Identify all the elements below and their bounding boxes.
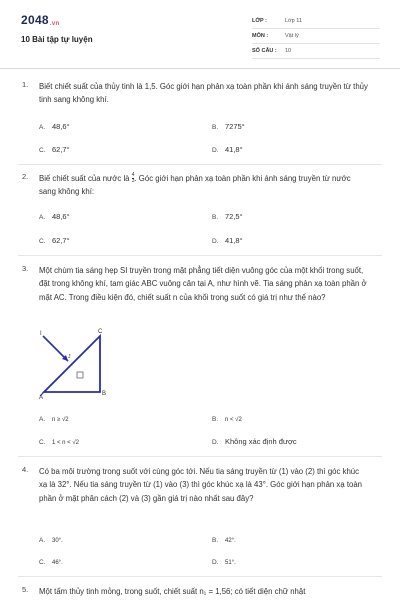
label-b: B	[102, 391, 107, 397]
question-text: Biế chiết suất của nước là $\frac{4}{3}$ . Góc giới hạn phản xạ toàn phần khi ánh sáng truyền từ nước sang không khí:	[39, 172, 351, 197]
option-d[interactable]: D. 51°.	[212, 559, 236, 566]
site-logo[interactable]: 2048.vn	[21, 13, 60, 27]
label-a: A	[39, 395, 44, 401]
label-j: J	[68, 354, 71, 360]
option-a[interactable]: A. 48,6°	[39, 212, 70, 221]
label-i: I	[40, 331, 42, 337]
meta-subject: MÔN : Vật lý	[252, 29, 380, 44]
right-angle-box	[77, 372, 83, 378]
page-header	[0, 0, 400, 62]
option-a[interactable]: A. n ≥ √2	[39, 416, 69, 423]
header-divider	[0, 68, 400, 69]
option-c[interactable]: C. 1 < n < √2	[39, 439, 79, 446]
question-separator	[18, 456, 382, 457]
document-title: 10 Bài tập tự luyện	[21, 35, 93, 44]
question-text: Một tấm thủy tinh mỏng, trong suốt, chiết suất n₁ = 1,56; có tiết diện chữ nhật	[39, 587, 306, 596]
fraction: $\frac{4}{3}$	[131, 172, 135, 185]
option-c[interactable]: C. 62,7°	[39, 145, 70, 154]
option-d[interactable]: D. 41,8°	[212, 236, 243, 245]
label-c: C	[98, 329, 103, 335]
option-b[interactable]: B. 7275°	[212, 122, 245, 131]
triangle-figure	[38, 322, 118, 402]
question-separator	[18, 576, 382, 577]
meta-question-count: SỐ CÂU : 10	[252, 44, 380, 59]
question-text: Có ba môi trường trong suốt với cùng góc tới. Nếu tia sáng truyền từ (1) vào (2) thì góc khúc xạ là 32°. Nếu tia sáng truyền từ (1) vào (3) thì góc khúc xạ là 43°. Góc giới hạn phản xạ toàn phần ở mặt phân cách (2) và (3) gần giá trị nào nhất sau đây?	[39, 467, 362, 503]
option-a[interactable]: A. 30°.	[39, 537, 63, 544]
option-b[interactable]: B. 42°.	[212, 537, 236, 544]
meta-class: LỚP : Lớp 11	[252, 14, 380, 29]
question-text: Biết chiết suất của thủy tinh là 1,5. Góc giới hạn phản xạ toàn phần khi ánh sáng truyền từ thủy tinh sang không khí.	[39, 82, 368, 105]
option-c[interactable]: C. 46°.	[39, 559, 63, 566]
question-text: Một chùm tia sáng hẹp SI truyền trong mặt phẳng tiết diện vuông góc của một khối trong suốt, đặt trong không khí, tam giác ABC vuông cân tại A, như hình vẽ. Tia sáng phản xạ toàn phần ở mặt AC. Trong điều kiện đó, chiết suất n của khối trong suốt có giá trị như thế nào?	[39, 266, 367, 302]
option-d[interactable]: D. Không xác định được	[212, 437, 297, 446]
question-separator	[18, 255, 382, 256]
question-separator	[18, 164, 382, 165]
option-c[interactable]: C. 62,7°	[39, 236, 70, 245]
option-d[interactable]: D. 41,8°	[212, 145, 243, 154]
option-a[interactable]: A. 48,6°	[39, 122, 70, 131]
option-b[interactable]: B. 72,5°	[212, 212, 243, 221]
option-b[interactable]: B. n < √2	[212, 416, 242, 423]
